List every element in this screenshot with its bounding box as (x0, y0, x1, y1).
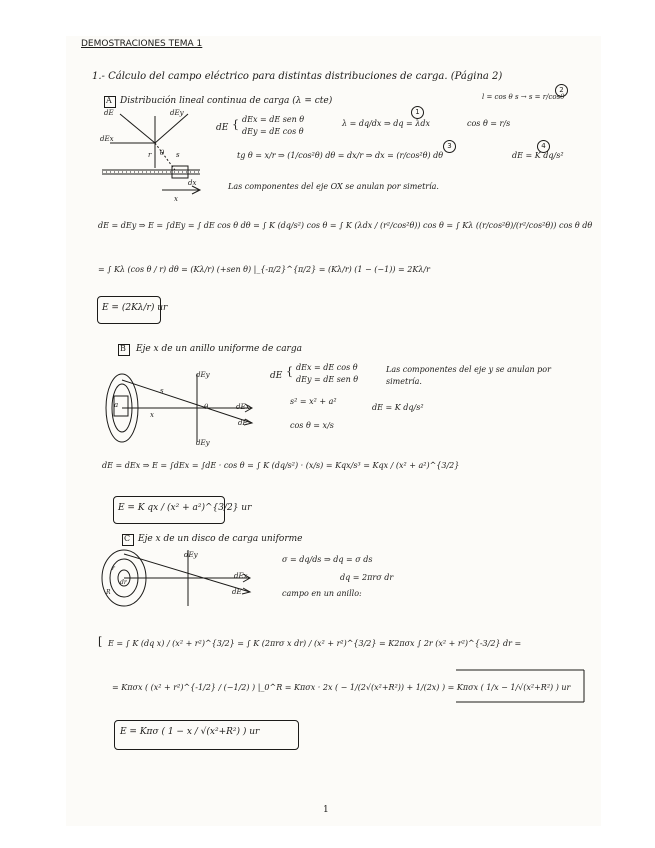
brace-prefix-b: dE (270, 371, 283, 381)
part-a-label: A (106, 96, 112, 105)
part-c-label: C (124, 534, 131, 543)
symmetry-note-a: Las componentes del eje OX se anulan por simetría. (228, 182, 439, 191)
part-a-title: Distribución lineal continua de carga (λ = cte) (120, 96, 333, 106)
diag-a-dey: dEy (170, 109, 184, 117)
cos-def-a: cos θ = r/s (467, 119, 511, 128)
equation-a-1: dE = dEy ⇒ E = ∫dEy = ∫ dE cos θ dθ = ∫ K (dq/s²) cos θ = ∫ K (λdx / (r²/cos²θ)) cos θ = ∫ Kλ ((r/cos²θ)/(r²/cos²θ)) cos θ dθ (98, 221, 593, 230)
page-number: 1 (323, 805, 329, 815)
cos-def-b: cos θ = x/s (290, 421, 334, 430)
equation-a-2: = ∫ Kλ (cos θ / r) dθ = (Kλ/r) (+sen θ) |_{-π/2}^{π/2} = (Kλ/r) (1 − (−1)) = 2Kλ/r (98, 265, 430, 274)
diag-a-dx: dx (188, 179, 197, 187)
sigma-def: σ = dq/ds ⇒ dq = σ ds (282, 555, 373, 564)
line-charge-diagram (100, 108, 235, 213)
diag-a-s: s (176, 151, 180, 159)
brace-a: { (232, 118, 239, 131)
brace-b-line2: dEy = dE sen θ (296, 375, 359, 384)
step-3-marker: 3 (443, 140, 456, 153)
brace-b-line1: dEx = dE cos θ (296, 363, 358, 372)
ring-diagram (102, 368, 262, 458)
diag-c-dey: dEy (184, 551, 198, 559)
s-squared: s² = x² + a² (290, 397, 337, 406)
brace-a-line2: dEy = dE cos θ (242, 127, 304, 136)
result-b: E = K qx / (x² + a²)^{3/2} ur (118, 503, 252, 513)
diag-c-R: R (106, 589, 111, 596)
equation-b-1: dE = dEx ⇒ E = ∫dEx = ∫dE · cos θ = ∫ K (dq/s²) · (x/s) = Kqx/s³ = Kqx / (x² + a²)^{3/2} (102, 461, 460, 470)
step-1-marker: 1 (411, 106, 424, 119)
diag-b-dex: dEx (236, 403, 250, 411)
de-def-b: dE = K dq/s² (372, 403, 424, 412)
equation-c-1: E = ∫ K (dq x) / (x² + r²)^{3/2} = ∫ K (2πrσ x dr) / (x² + r²)^{3/2} = K2πσx ∫ 2r (x² + r²)^{-3/2} dr = (108, 639, 522, 648)
diag-c-dr: dr (120, 579, 127, 586)
diag-a-x: x (174, 195, 178, 203)
diag-a-theta: θ (160, 149, 165, 157)
result-c: E = Kπσ ( 1 − x / √(x²+R²) ) ur (120, 727, 260, 737)
diag-c-r: r (112, 565, 115, 572)
diag-c-de: dE (232, 588, 242, 596)
lambda-def: λ = dq/dx ⇒ dq = λdx (342, 119, 430, 128)
brace-a-line1: dEx = dE sen θ (242, 115, 305, 124)
step-2-marker: 2 (555, 84, 568, 97)
part-c-title: Eje x de un disco de carga uniforme (138, 534, 303, 544)
diag-b-dey: dEy (196, 371, 210, 379)
diag-c-dex: dEx (234, 572, 248, 580)
equation-c-2: = Kπσx ( (x² + r²)^{-1/2} / (−1/2) ) |_0^R = Kπσx · 2x ( − 1/(2√(x²+R²)) + 1/(2x) ) = Kπσx ( 1/x − 1/√(x²+R²) ) ur (112, 683, 571, 692)
diag-b-s: s (160, 387, 164, 395)
symmetry-note-b: Las componentes del eje y se anulan por simetría. (386, 365, 551, 386)
diag-b-theta: θ (204, 403, 209, 411)
brace-prefix-a: dE (216, 123, 229, 133)
tan-relation: tg θ = x/r ⇒ (1/cos²θ) dθ = dx/r ⇒ dx = (r/cos²θ) dθ (237, 151, 444, 160)
section-title: 1.- Cálculo del campo eléctrico para distintas distribuciones de carga. (Página 2) (92, 71, 503, 82)
diag-b-a: a (114, 401, 119, 409)
equation-c-frame (456, 668, 586, 704)
brace-b: { (286, 365, 293, 378)
geometry-note: l = cos θ s → s = r/cosθ (482, 93, 565, 101)
part-b-title: Eje x de un anillo uniforme de carga (136, 344, 302, 354)
diag-a-r: r (148, 151, 152, 159)
bracket-left: [ (98, 635, 103, 648)
step-4-marker: 4 (537, 140, 550, 153)
de-def-a: dE = K dq/s² (512, 151, 564, 160)
result-a: E = (2Kλ/r) ur (102, 303, 168, 313)
diag-b-x: x (150, 411, 154, 419)
page-title: DEMOSTRACIONES TEMA 1 (81, 39, 203, 49)
ring-note: campo en un anillo: (282, 589, 362, 598)
dq-ring: dq = 2πrσ dr (340, 573, 394, 582)
diag-b-de: dE (238, 419, 248, 427)
diag-a-de: dE (104, 109, 114, 117)
diag-b-dey-bottom: dEy (196, 439, 210, 447)
part-b-label: B (120, 344, 126, 353)
diag-a-dex: dEx (100, 135, 114, 143)
